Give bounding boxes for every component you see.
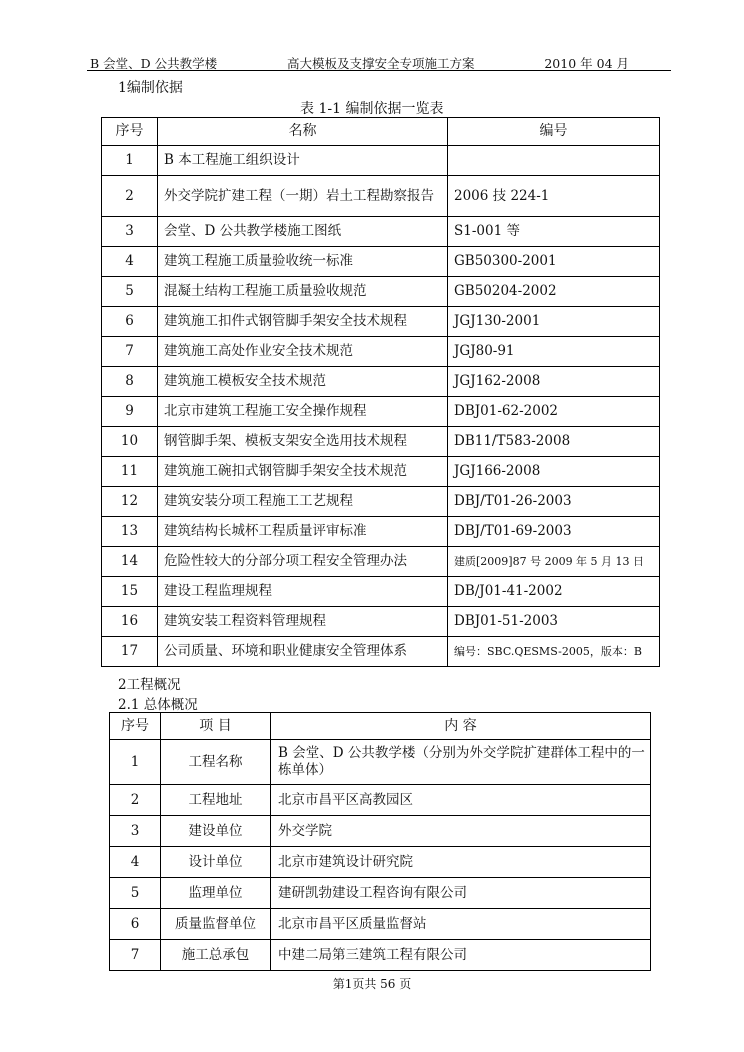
row-code-cell: 建质[2009]87 号 2009 年 5 月 13 日	[448, 547, 660, 577]
row-item-cell: 建设单位	[161, 816, 271, 847]
table-row	[110, 785, 651, 816]
row-name-cell: 外交学院扩建工程（一期）岩土工程勘察报告	[158, 176, 448, 217]
row-name-cell: 建筑施工高处作业安全技术规范	[158, 337, 448, 367]
row-name-cell: 会堂、D 公共教学楼施工图纸	[158, 217, 448, 247]
header-cell-index: 序号	[110, 713, 161, 740]
table-row	[102, 277, 660, 307]
row-name-cell: 公司质量、环境和职业健康安全管理体系	[158, 637, 448, 667]
row-index-cell: 7	[102, 337, 158, 367]
page-number: 第1页共 56 页	[332, 977, 412, 991]
row-index-cell: 8	[102, 367, 158, 397]
table-row	[110, 909, 651, 940]
table-row	[102, 517, 660, 547]
row-index-cell: 15	[102, 577, 158, 607]
row-code-cell: DB11/T583-2008	[448, 427, 660, 457]
row-index-cell: 16	[102, 607, 158, 637]
table-row	[102, 607, 660, 637]
table-row	[102, 427, 660, 457]
table-header-row	[110, 713, 651, 740]
table-row	[102, 457, 660, 487]
row-index-cell: 4	[102, 247, 158, 277]
row-code-cell: DBJ01-62-2002	[448, 397, 660, 427]
row-name-cell: 北京市建筑工程施工安全操作规程	[158, 397, 448, 427]
table-row	[110, 740, 651, 785]
row-content-cell: 外交学院	[271, 816, 651, 847]
page-header	[87, 54, 671, 71]
row-item-cell: 设计单位	[161, 847, 271, 878]
row-index-cell: 6	[110, 909, 161, 940]
row-code-cell: JGJ166-2008	[448, 457, 660, 487]
row-name-cell: B 本工程施工组织设计	[158, 146, 448, 176]
row-index-cell: 1	[110, 740, 161, 785]
row-index-cell: 2	[110, 785, 161, 816]
table-row	[102, 367, 660, 397]
row-code-cell: GB50204-2002	[448, 277, 660, 307]
row-name-cell: 建设工程监理规程	[158, 577, 448, 607]
table-row	[102, 176, 660, 217]
row-index-cell: 3	[110, 816, 161, 847]
row-code-cell	[448, 146, 660, 176]
row-name-cell: 建筑施工扣件式钢管脚手架安全技术规程	[158, 307, 448, 337]
table-row	[102, 547, 660, 577]
table-row	[110, 816, 651, 847]
row-index-cell: 10	[102, 427, 158, 457]
row-index-cell: 7	[110, 940, 161, 971]
row-name-cell: 建筑施工碗扣式钢管脚手架安全技术规范	[158, 457, 448, 487]
row-content-cell: 北京市昌平区高教园区	[271, 785, 651, 816]
header-cell-name: 名称	[158, 118, 448, 146]
table-row	[110, 878, 651, 909]
section-2-heading: 2工程概况	[118, 677, 181, 693]
table-row	[102, 247, 660, 277]
row-index-cell: 12	[102, 487, 158, 517]
row-code-cell: JGJ130-2001	[448, 307, 660, 337]
row-code-cell: DBJ/T01-69-2003	[448, 517, 660, 547]
section-1-heading: 1编制依据	[118, 80, 183, 96]
table-row	[102, 146, 660, 176]
row-code-cell: 2006 技 224-1	[448, 176, 660, 217]
row-index-cell: 1	[102, 146, 158, 176]
row-name-cell: 建筑施工模板安全技术规范	[158, 367, 448, 397]
row-code-cell: DB/J01-41-2002	[448, 577, 660, 607]
table-header-row	[102, 118, 660, 146]
row-code-cell: S1-001 等	[448, 217, 660, 247]
table-row	[102, 397, 660, 427]
header-date: 2010 年 04 月	[544, 56, 629, 71]
section-2-1-heading: 2.1 总体概况	[118, 697, 198, 713]
row-index-cell: 5	[110, 878, 161, 909]
row-item-cell: 工程名称	[161, 740, 271, 785]
basis-table	[101, 117, 660, 667]
table-row	[102, 487, 660, 517]
row-code-cell: 编号：SBC.QESMS-2005，版本：B	[448, 637, 660, 667]
table-row	[102, 217, 660, 247]
row-code-cell: GB50300-2001	[448, 247, 660, 277]
header-project-name: B 会堂、D 公共教学楼	[90, 56, 218, 71]
row-index-cell: 3	[102, 217, 158, 247]
row-name-cell: 混凝土结构工程施工质量验收规范	[158, 277, 448, 307]
row-index-cell: 17	[102, 637, 158, 667]
header-cell-index: 序号	[102, 118, 158, 146]
row-index-cell: 11	[102, 457, 158, 487]
row-index-cell: 2	[102, 176, 158, 217]
row-item-cell: 施工总承包	[161, 940, 271, 971]
row-code-cell: DBJ/T01-26-2003	[448, 487, 660, 517]
table-row	[102, 577, 660, 607]
table-row	[102, 307, 660, 337]
row-item-cell: 监理单位	[161, 878, 271, 909]
row-index-cell: 13	[102, 517, 158, 547]
row-content-cell: 中建二局第三建筑工程有限公司	[271, 940, 651, 971]
row-content-cell: B 会堂、D 公共教学楼（分别为外交学院扩建群体工程中的一栋单体）	[271, 740, 651, 785]
header-document-title: 高大模板及支撑安全专项施工方案	[287, 56, 475, 71]
header-cell-code: 编号	[448, 118, 660, 146]
row-content-cell: 建研凯勃建设工程咨询有限公司	[271, 878, 651, 909]
table-1-caption: 表 1-1 编制依据一览表	[300, 101, 444, 117]
row-index-cell: 4	[110, 847, 161, 878]
row-content-cell: 北京市昌平区质量监督站	[271, 909, 651, 940]
table-row	[102, 637, 660, 667]
row-content-cell: 北京市建筑设计研究院	[271, 847, 651, 878]
row-name-cell: 建筑安装工程资料管理规程	[158, 607, 448, 637]
row-item-cell: 工程地址	[161, 785, 271, 816]
row-name-cell: 建筑结构长城杯工程质量评审标准	[158, 517, 448, 547]
table-row	[110, 847, 651, 878]
table-row	[110, 940, 651, 971]
row-name-cell: 危险性较大的分部分项工程安全管理办法	[158, 547, 448, 577]
header-cell-content: 内 容	[271, 713, 651, 740]
row-name-cell: 建筑安装分项工程施工工艺规程	[158, 487, 448, 517]
table-row	[102, 337, 660, 367]
overview-table	[109, 712, 651, 971]
row-index-cell: 9	[102, 397, 158, 427]
row-name-cell: 建筑工程施工质量验收统一标准	[158, 247, 448, 277]
row-item-cell: 质量监督单位	[161, 909, 271, 940]
row-code-cell: JGJ162-2008	[448, 367, 660, 397]
row-index-cell: 5	[102, 277, 158, 307]
row-name-cell: 钢管脚手架、模板支架安全选用技术规程	[158, 427, 448, 457]
row-index-cell: 14	[102, 547, 158, 577]
row-code-cell: DBJ01-51-2003	[448, 607, 660, 637]
header-cell-item: 项 目	[161, 713, 271, 740]
row-code-cell: JGJ80-91	[448, 337, 660, 367]
row-index-cell: 6	[102, 307, 158, 337]
